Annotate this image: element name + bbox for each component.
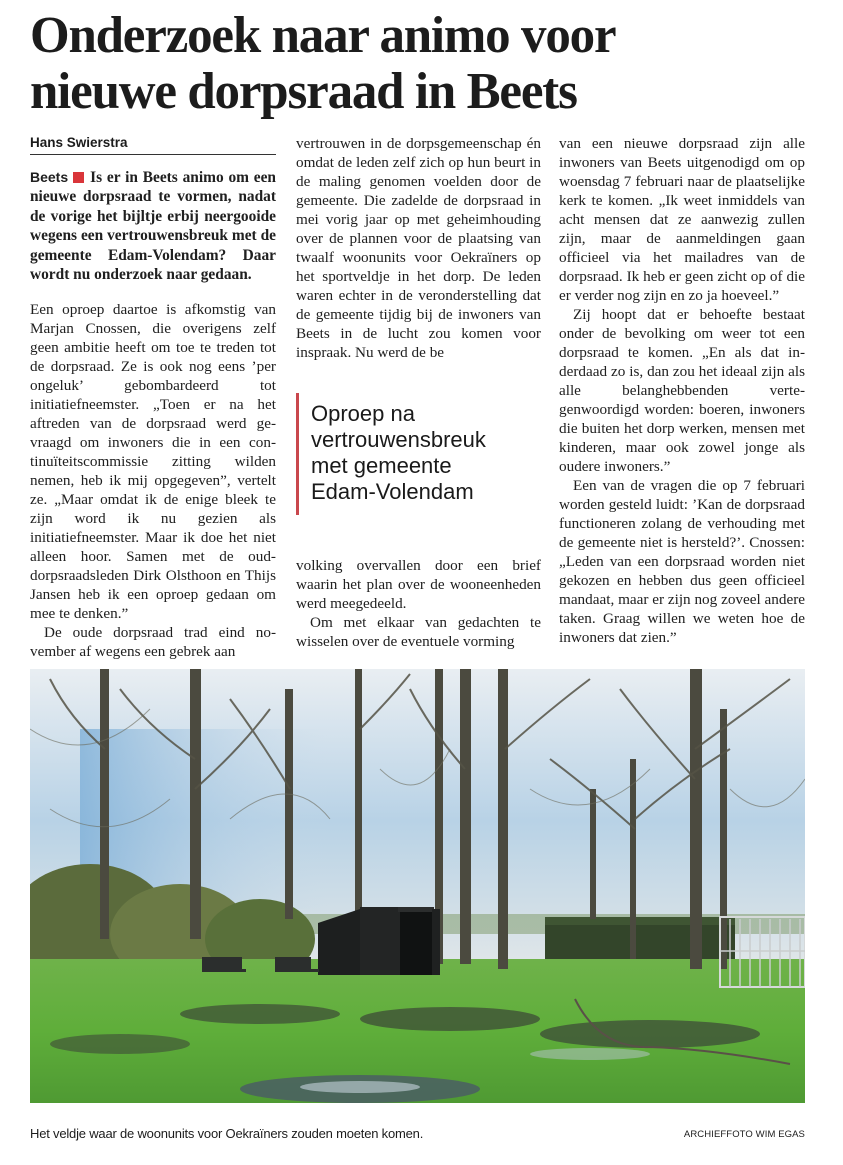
body-paragraph: Een van de vragen die op 7 februari worden gesteld luidt: ’Kan de dorpsraad functioneren zolang de verhouding met de gemeente niet is hersteld?’. Cnossen: „Leden van een dorpsraad worden niet gekozen en hebben dus geen officieel mandaat, maar er zijn nog zoveel andere taken. Graag willen we weten hoe de inwoners dat zien.” <box>559 477 805 646</box>
pull-quote-line: Edam-Volendam <box>311 479 474 504</box>
body-paragraph: volking overvallen door een brief waarin het plan over de wooneenheden werd meegedeeld. <box>296 557 541 612</box>
headline-line-2: nieuwe dorpsraad in Beets <box>30 63 577 120</box>
pull-quote <box>296 393 541 515</box>
pull-quote-line: met gemeente <box>311 453 452 478</box>
pull-quote-line: vertrouwensbreuk <box>311 427 486 452</box>
article-column-1 <box>30 134 276 661</box>
article-photo <box>30 669 805 1103</box>
pull-quote-line: Oproep na <box>311 401 415 426</box>
lead-paragraph <box>30 168 276 284</box>
dateline: Beets <box>30 169 69 185</box>
photo-credit: ARCHIEFFOTO WIM EGAS <box>683 1129 805 1140</box>
body-paragraph: Een oproep daartoe is afkomstig van Marjan Cnossen, die overigens zelf geen ambitie heeft om toe te treden tot de dorpsraad. Ze is ook nog eens ’per ongeluk’ gebombardeerd tot initiatiefneemster. „Toen er na het aftreden van de dorpsraad werd gevraagd om inwoners die in een continuïteitscommissie zitting wilden nemen, heb ik mij opgegeven”, vertelt ze. „Maar omdat ik de enige bleek te zijn word ik nu gezien als initiatiefneemster. Maar ik doe het niet alleen hoor. Samen met de oud-dorpsraadsleden Dirk Olsthoon en Thijs Jansen heb ik een oproep gedaan om mee te denken.” <box>30 301 276 623</box>
headline <box>30 8 804 120</box>
field-with-trees-photo-icon <box>30 669 805 1103</box>
headline-line-1: Onderzoek naar animo voor <box>30 7 616 64</box>
body-paragraph: van een nieuwe dorpsraad zijn alle inwoners van Beets uitgenodigd om op woensdag 7 februari naar de plaatselijke kerk te komen. „Ik weet inmiddels van acht mensen dat ze aanwezig zullen zijn, maar de aanmeldingen gaan officieel via het mailadres van de dorpsraad. Ik heb er geen zicht op of die er verder nog zijn en zo ja hoeveel.” <box>559 135 805 304</box>
article-column-2 <box>296 134 541 362</box>
body-paragraph: Zij hoopt dat er behoefte bestaat onder de bevolking om weer tot een dorpsraad te komen. „En als dat inderdaad zo is, dan zou het ideaal zijn als alle belanghebbenden vertegenwoordigd worden: boeren, inwoners die buiten het dorp werken, mensen met kinderen, maar ook zowel jonge als oudere inwoners.” <box>559 306 805 475</box>
article-column-3 <box>559 134 805 647</box>
body-paragraph: De oude dorpsraad trad eind november af wegens een gebrek aan <box>30 624 276 661</box>
body-paragraph: vertrouwen in de dorpsgemeenschap én omdat de leden zelf zich op hun beurt in de maling genomen voelden door de gemeente. Die zadelde de dorpsraad in mei vorig jaar op met geheimhouding over de plannen voor de plaatsing van twaalf woonunits voor Oekraïners op het sportveldje in het dorp. De leden waren echter in de veronderstelling dat de gemeente tijdig bij de inwoners van Beets in de lucht zou komen voor inspraak. Nu werd de be <box>296 135 541 361</box>
photo-caption: Het veldje waar de woonunits voor Oekraïners zouden moeten komen. <box>30 1126 424 1141</box>
byline: Hans Swierstra <box>30 134 276 155</box>
body-paragraph: Om met elkaar van gedachten te wisselen over de eventuele vorming <box>296 614 541 650</box>
red-square-marker-icon <box>73 172 84 183</box>
lead-text: Is er in Beets animo om een nieuwe dorpsraad te vormen, nadat de vorige het bijltje erbij neergooide wegens een vertrouwensbreuk met de gemeente Edam-Volendam? Daar wordt nu onderzoek naar gedaan. <box>30 169 276 284</box>
article-column-2-continued <box>296 556 541 651</box>
